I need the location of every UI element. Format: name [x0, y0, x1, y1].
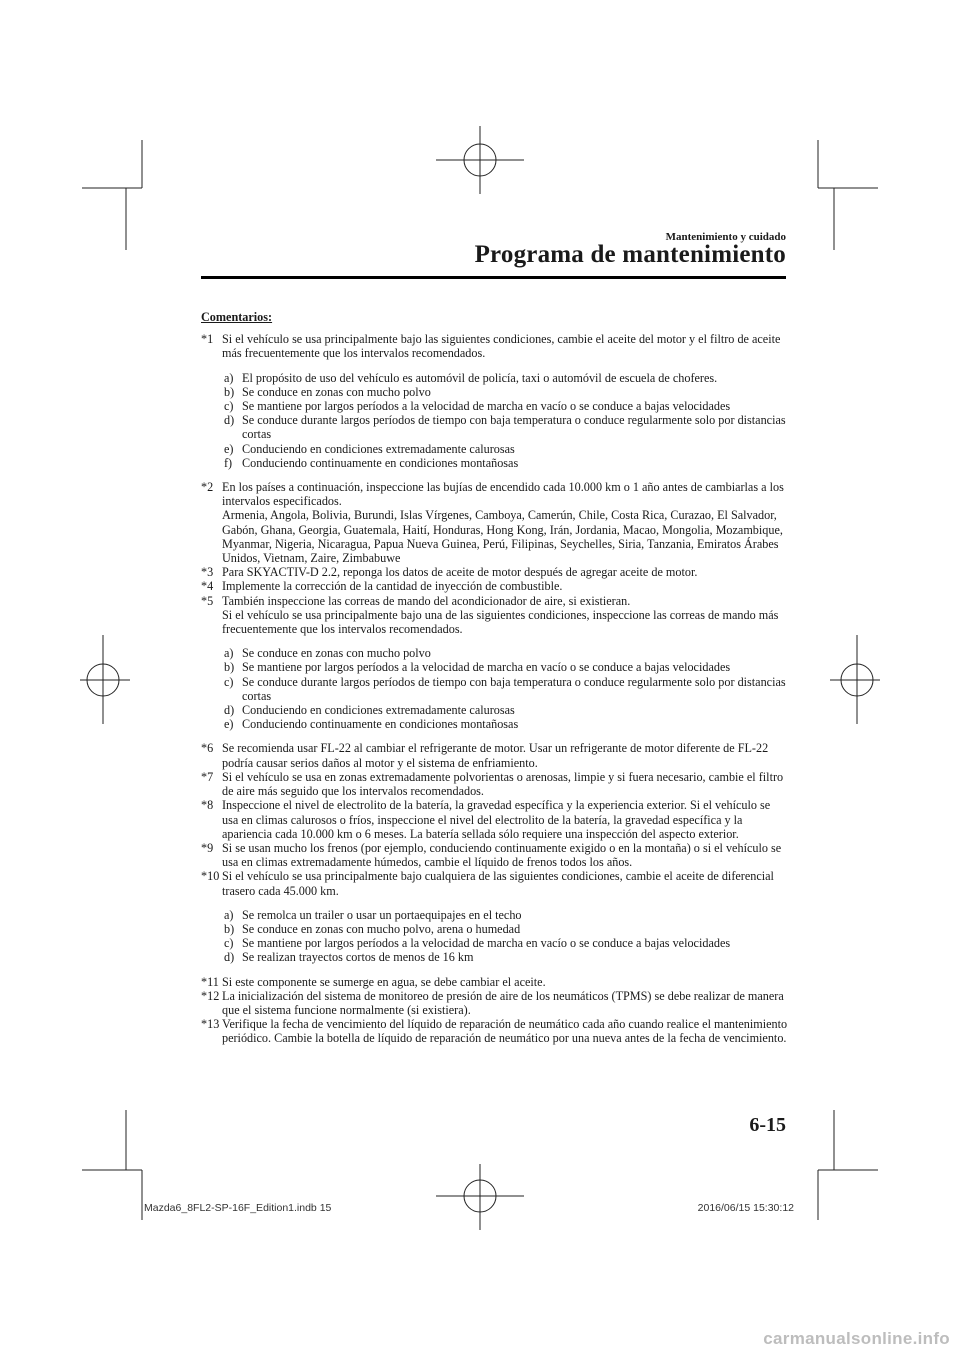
note-item: [201, 565, 788, 579]
note-text: Si se usan mucho los frenos (por ejemplo, conduciendo continuamente exigido o en la montaña) o si el vehículo se usa en climas extremadamente húmedos, cambie el líquido de frenos todos los años.: [222, 840, 782, 870]
condition-letter: d): [224, 413, 235, 428]
watermark: carmanualsonline.info: [763, 1329, 950, 1348]
note-number: *11: [201, 974, 219, 989]
note-number: *8: [201, 798, 214, 813]
condition-item: [224, 703, 788, 717]
condition-list: [201, 371, 788, 470]
condition-letter: a): [224, 646, 234, 661]
condition-text: Se mantiene por largos períodos a la velocidad de marcha en vacío o se conduce a bajas velocidades: [242, 936, 731, 951]
condition-text: Se conduce en zonas con mucho polvo, arena o humedad: [242, 921, 521, 936]
note-item: [201, 480, 788, 565]
condition-letter: c): [224, 674, 234, 689]
note-item: [201, 869, 788, 897]
condition-text: Conduciendo en condiciones extremadamente calurosas: [242, 441, 515, 456]
condition-item: [224, 717, 788, 731]
condition-item: [224, 660, 788, 674]
note-item: [201, 1017, 788, 1045]
condition-item: [224, 456, 788, 470]
condition-text: Se remolca un trailer o usar un portaequipajes en el techo: [242, 907, 522, 922]
condition-text: Se mantiene por largos períodos a la velocidad de marcha en vacío o se conduce a bajas velocidades: [242, 399, 731, 414]
note-item: [201, 770, 788, 798]
note-text: La inicialización del sistema de monitoreo de presión de aire de los neumáticos (TPMS) se debe realizar de manera que el sistema funcione normalmente (si existiera).: [222, 988, 784, 1017]
condition-letter: c): [224, 399, 234, 414]
note-number: *12: [201, 988, 220, 1003]
note-item: [201, 798, 788, 841]
condition-letter: f): [224, 455, 233, 470]
note-text: Implemente la corrección de la cantidad de inyección de combustible.: [222, 579, 563, 594]
note-text: Para SKYACTIV-D 2.2, reponga los datos de aceite de motor después de agregar aceite de motor.: [222, 565, 698, 580]
condition-item: [224, 646, 788, 660]
note-text: Se recomienda usar FL-22 al cambiar el refrigerante de motor. Usar un refrigerante de motor diferente de FL-22 podría causar serios daños al motor y el sistema de enfriamiento.: [222, 741, 769, 770]
condition-item: [224, 371, 788, 385]
note-item: [201, 332, 788, 360]
condition-item: [224, 922, 788, 936]
condition-text: Se conduce durante largos períodos de tiempo con baja temperatura o conduce regularmente solo por distancias cortas: [242, 413, 786, 442]
condition-letter: b): [224, 384, 235, 399]
note-number: *5: [201, 593, 214, 608]
note-text: Si este componente se sumerge en agua, se debe cambiar el aceite.: [222, 974, 546, 989]
condition-letter: b): [224, 921, 235, 936]
footer-timestamp: 2016/06/15 15:30:12: [697, 1202, 794, 1214]
condition-letter: a): [224, 370, 234, 385]
title-rule: [201, 276, 786, 279]
footer-file-info: Mazda6_8FL2-SP-16F_Edition1.indb 15: [144, 1202, 332, 1214]
note-text: También inspeccione las correas de mando del acondicionador de aire, si existieran.: [222, 593, 631, 608]
condition-letter: c): [224, 936, 234, 951]
condition-letter: e): [224, 717, 234, 732]
section-label: Mantenimiento y cuidado: [665, 231, 786, 243]
note-number: *9: [201, 840, 214, 855]
condition-item: [224, 908, 788, 922]
condition-letter: a): [224, 907, 234, 922]
note-number: *13: [201, 1017, 220, 1032]
note-number: *7: [201, 769, 214, 784]
condition-item: [224, 442, 788, 456]
note-item: [201, 579, 788, 593]
note-item: [201, 975, 788, 989]
condition-letter: d): [224, 703, 235, 718]
notes-content: [201, 310, 788, 1046]
condition-text: Se conduce en zonas con mucho polvo: [242, 646, 431, 661]
comments-heading: Comentarios:: [201, 310, 273, 324]
note-number: *6: [201, 741, 214, 756]
note-extra-text: Armenia, Angola, Bolivia, Burundi, Islas Vírgenes, Camboya, Camerún, Chile, Costa Rica, Curazao, El Salvador, Gabón, Ghana, Georgia, Guatemala, Haití, Honduras, Hong Kong, Irán, Jordania, Macao, Mongolia, Mozambique, Myanmar, Nigeria, Nicaragua, Papua Nueva Guinea, Perú, Filipinas, Seychelles, Siria, Tanzania, Emiratos Árabes Unidos, Vietnam, Zaire, Zimbabuwe: [222, 508, 783, 566]
condition-item: [224, 936, 788, 950]
condition-list: [201, 908, 788, 965]
condition-item: [224, 675, 788, 703]
note-item: [201, 989, 788, 1017]
note-number: *10: [201, 869, 220, 884]
condition-letter: b): [224, 660, 235, 675]
note-text: Si el vehículo se usa en zonas extremadamente polvorientas o arenosas, limpie y si fuera necesario, cambie el filtro de aire más seguido que los intervalos recomendados.: [222, 769, 784, 799]
note-number: *4: [201, 579, 214, 594]
condition-text: Conduciendo en condiciones extremadamente calurosas: [242, 703, 515, 718]
condition-text: Se conduce durante largos períodos de tiempo con baja temperatura o conduce regularmente solo por distancias cortas: [242, 674, 786, 703]
condition-text: Se conduce en zonas con mucho polvo: [242, 384, 431, 399]
page-title: Programa de mantenimiento: [474, 241, 786, 268]
condition-text: Conduciendo continuamente en condiciones montañosas: [242, 717, 519, 732]
note-item: [201, 841, 788, 869]
condition-letter: d): [224, 950, 235, 965]
condition-item: [224, 413, 788, 441]
condition-item: [224, 950, 788, 964]
condition-text: Se mantiene por largos períodos a la velocidad de marcha en vacío o se conduce a bajas velocidades: [242, 660, 731, 675]
condition-letter: e): [224, 441, 234, 456]
condition-text: Conduciendo continuamente en condiciones montañosas: [242, 455, 519, 470]
note-text: Inspeccione el nivel de electrolito de la batería, la gravedad específica y la experiencia exterior. Si el vehículo se usa en climas calurosos o fríos, inspeccione el nivel del electrolito de la batería, la gravedad específica y la apariencia cada 10.000 km o 6 meses. La batería sellada sólo requiere una inspección del aspecto exterior.: [222, 798, 771, 841]
note-number: *3: [201, 565, 214, 580]
condition-list: [201, 646, 788, 731]
page-number: 6-15: [749, 1114, 786, 1136]
condition-text: El propósito de uso del vehículo es automóvil de policía, taxi o automóvil de escuela de choferes.: [242, 370, 718, 385]
note-item: [201, 594, 788, 637]
condition-item: [224, 385, 788, 399]
note-text: Si el vehículo se usa principalmente bajo las siguientes condiciones, cambie el aceite del motor y el filtro de aceite más frecuentemente que los intervalos recomendados.: [222, 332, 781, 361]
condition-item: [224, 399, 788, 413]
note-text: Si el vehículo se usa principalmente bajo cualquiera de las siguientes condiciones, cambie el aceite de diferencial trasero cada 45.000 km.: [222, 869, 774, 898]
note-extra-text: Si el vehículo se usa principalmente bajo una de las siguientes condiciones, inspeccione las correas de mando más frecuentemente que los intervalos recomendados.: [222, 607, 779, 637]
note-item: [201, 741, 788, 769]
condition-text: Se realizan trayectos cortos de menos de 16 km: [242, 950, 474, 965]
note-number: *1: [201, 332, 214, 347]
note-text: Verifique la fecha de vencimiento del líquido de reparación de neumático cada año cuando realice el mantenimiento periódico. Cambie la botella de líquido de reparación de neumático por una nueva antes de la fecha de vencimiento.: [222, 1017, 788, 1046]
note-number: *2: [201, 480, 214, 495]
note-text: En los países a continuación, inspeccione las bujías de encendido cada 10.000 km o 1 año antes de cambiarlas a los intervalos especificados.: [222, 480, 784, 509]
